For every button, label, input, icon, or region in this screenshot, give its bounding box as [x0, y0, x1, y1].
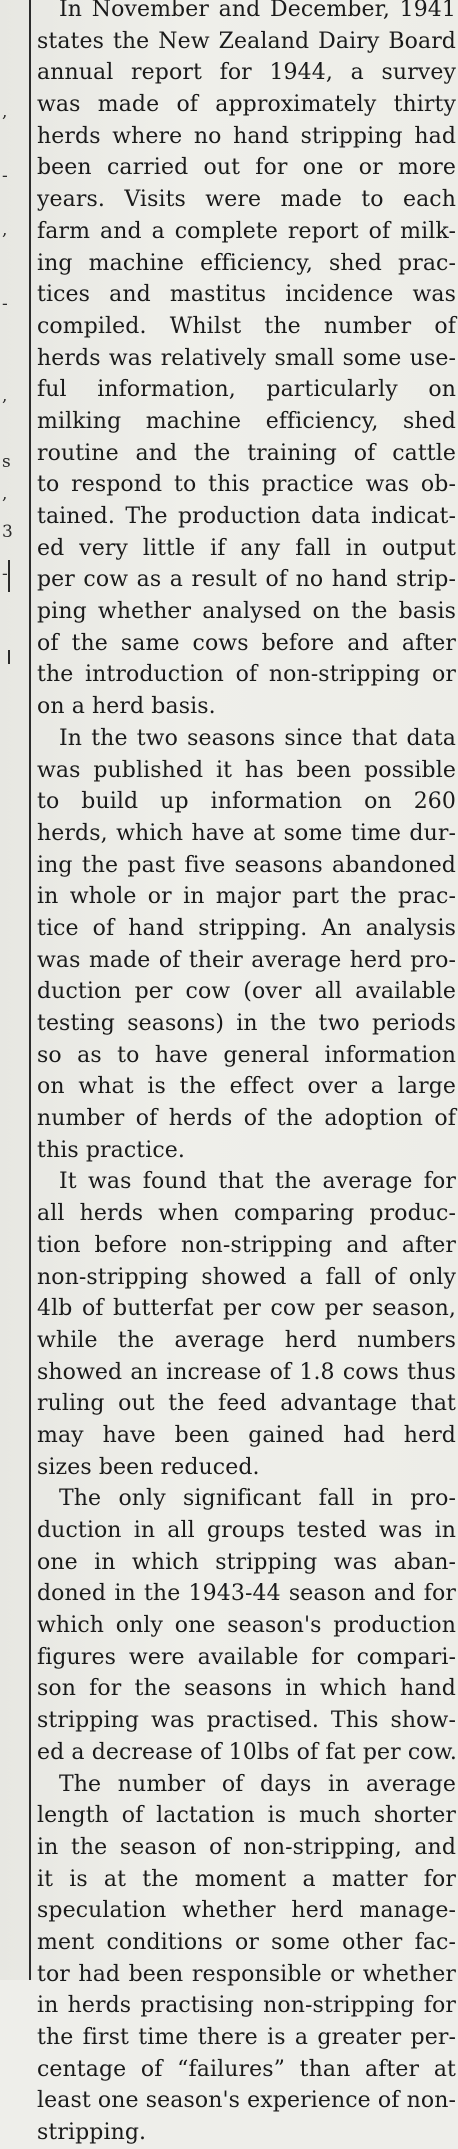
- article-line: of the same cows before and after: [37, 630, 456, 656]
- gutter-mark: 3: [2, 522, 13, 542]
- article-line: so as to have general information: [37, 1042, 456, 1068]
- article-line: the first time there is a greater per-: [37, 2025, 456, 2050]
- article-line: been carried out for one or more: [37, 155, 456, 181]
- article-line: tion before non-stripping and after: [37, 1232, 456, 1258]
- article-line: milking machine efficiency, shed: [37, 408, 456, 434]
- article-line: all herds when comparing produc-: [37, 1201, 456, 1227]
- gutter-mark: -: [2, 294, 8, 314]
- article-line: In the two seasons since that data: [59, 725, 456, 751]
- article-line: to build up information on 260: [37, 789, 456, 815]
- article-line: ed a decrease of 10lbs of fat per cow.: [37, 1739, 458, 1765]
- article-line: stripping was practised. This show-: [37, 1708, 456, 1734]
- gutter-mark: ,: [2, 102, 8, 122]
- article-line: while the average herd numbers: [37, 1327, 456, 1353]
- article-line: routine and the training of cattle: [37, 440, 456, 466]
- article-line: duction per cow (over all available: [37, 979, 456, 1005]
- article-line: length of lactation is much shorter: [37, 1803, 456, 1829]
- gutter-mark: s: [2, 452, 11, 472]
- article-line: herds where no hand stripping had: [37, 123, 456, 149]
- article-line: ing the past five seasons abandoned: [37, 852, 456, 878]
- article-line: testing seasons) in the two periods: [37, 1011, 456, 1036]
- article-line: son for the seasons in which hand: [37, 1676, 456, 1702]
- article-line: non-stripping showed a fall of only: [37, 1264, 456, 1290]
- column-rule: [29, 0, 31, 1980]
- article-line: herds, which have at some time dur-: [37, 820, 456, 846]
- article-line: tained. The production data indicat-: [37, 504, 456, 529]
- gutter-mark: ,: [2, 484, 8, 504]
- article-line: tices and mastitus incidence was: [37, 282, 456, 308]
- gutter-mark: ,: [2, 386, 8, 406]
- gutter-mark: ,: [2, 220, 8, 240]
- article-line: figures were available for compari-: [37, 1644, 456, 1670]
- article-line: showed an increase of 1.8 cows thus: [37, 1359, 456, 1385]
- article-line: number of herds of the adoption of: [37, 1106, 456, 1132]
- article-column: [37, 0, 458, 2149]
- gutter-bar: [8, 650, 10, 664]
- article-line: duction in all groups tested was in: [37, 1518, 456, 1543]
- article-line: to respond to this practice was ob-: [37, 472, 456, 498]
- article-line: annual report for 1944, a survey: [37, 60, 456, 86]
- article-line: compiled. Whilst the number of: [37, 313, 456, 339]
- article-line: on a herd basis.: [37, 694, 216, 720]
- article-line: speculation whether herd manage-: [37, 1898, 456, 1924]
- article-line: stripping.: [37, 2120, 147, 2146]
- gutter-mark: -: [2, 166, 8, 186]
- article-line: was published it has been possible: [37, 757, 456, 783]
- article-line: farm and a complete report of milk-: [37, 218, 456, 244]
- article-line: 4lb of butterfat per cow per season,: [37, 1296, 456, 1322]
- article-line: this practice.: [37, 1137, 185, 1163]
- article-line: may have been gained had herd: [37, 1422, 456, 1448]
- article-line: The only significant fall in pro-: [59, 1486, 456, 1512]
- article-line: tor had been responsible or whether: [37, 1961, 456, 1987]
- article-line: doned in the 1943-44 season and for: [37, 1581, 456, 1607]
- article-line: ruling out the feed advantage that: [37, 1391, 456, 1417]
- article-line: one in which stripping was aban-: [37, 1549, 456, 1575]
- article-line: which only one season's production: [37, 1613, 456, 1639]
- article-line: It was found that the average for: [59, 1169, 456, 1195]
- article-line: tice of hand stripping. An analysis: [37, 915, 456, 941]
- gutter-mark: -: [2, 564, 8, 584]
- article-line: on what is the effect over a large: [37, 1074, 456, 1100]
- left-gutter-fragments: [0, 0, 28, 1980]
- article-line: ing machine efficiency, shed prac-: [37, 250, 456, 276]
- article-line: ful information, particularly on: [37, 377, 456, 403]
- article-line: it is at the moment a matter for: [37, 1866, 456, 1892]
- article-line: was made of their average herd pro-: [37, 947, 456, 973]
- article-line: in the season of non-stripping, and: [37, 1834, 456, 1860]
- gutter-bar: [8, 560, 10, 592]
- article-line: The number of days in average: [59, 1771, 456, 1797]
- article-line: sizes been reduced.: [37, 1454, 260, 1480]
- article-line: in herds practising non-stripping for: [37, 1993, 456, 2019]
- article-line: per cow as a result of no hand strip-: [37, 567, 456, 593]
- article-line: years. Visits were made to each: [37, 187, 456, 213]
- article-line: was made of approximately thirty: [37, 92, 456, 118]
- article-line: ment conditions or some other fac-: [37, 1929, 456, 1955]
- article-line: centage of “failures” than after at: [37, 2056, 456, 2082]
- article-line: states the New Zealand Dairy Board: [37, 28, 456, 54]
- article-line: herds was relatively small some use-: [37, 345, 456, 371]
- article-line: least one season's experience of non-: [37, 2088, 456, 2114]
- article-line: ed very little if any fall in output: [37, 535, 456, 561]
- article-line: ping whether analysed on the basis: [37, 599, 456, 625]
- article-body: [37, 0, 458, 2149]
- article-line: in whole or in major part the prac-: [37, 884, 456, 910]
- article-line: the introduction of non-stripping or: [37, 662, 456, 688]
- article-line: In November and December, 1941: [59, 0, 456, 22]
